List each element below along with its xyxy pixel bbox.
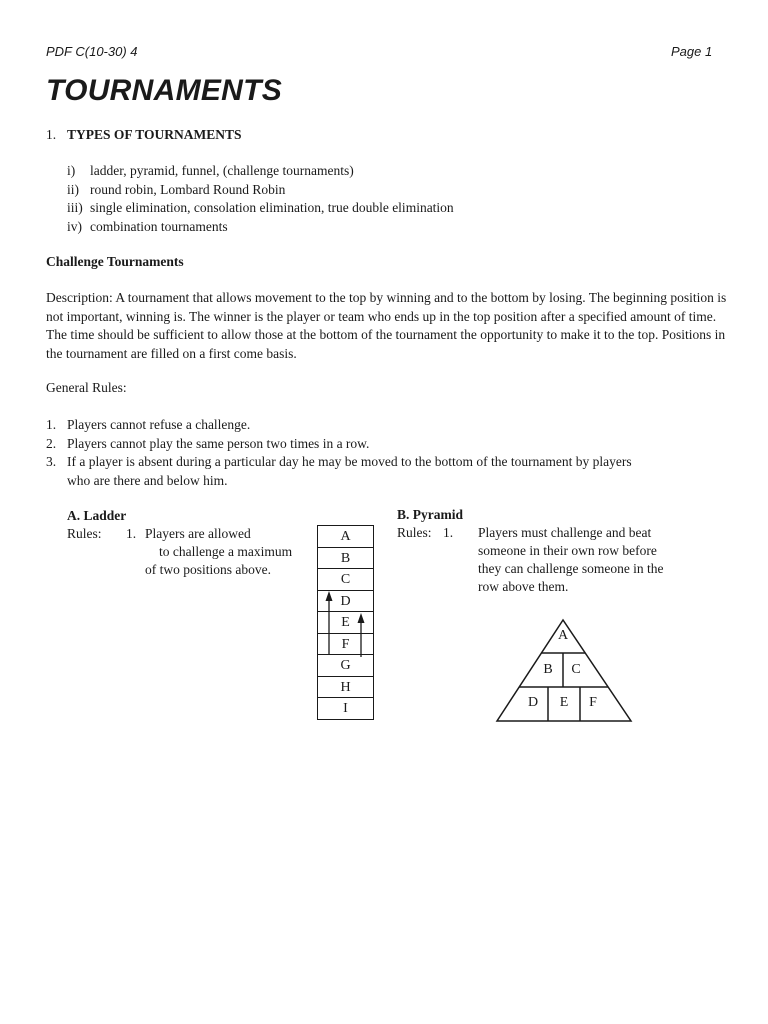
description-paragraph: Description: A tournament that allows movement to the top by winning and to the bottom by losing. The beginning position is not important, winning is. The winner is the player or team who ends up in the top position after a specified amount of time. The time should be sufficient to allow those at the bottom of the tournament the opportunity to make it to the top. Positions in the tournament are filled on a first come basis. — [46, 290, 727, 361]
list-item-number: 1. — [46, 417, 57, 432]
list-item-text: Players cannot refuse a challenge. — [67, 417, 251, 432]
pyramid-heading: B. Pyramid — [397, 507, 463, 522]
section-heading: TYPES OF TOURNAMENTS — [67, 127, 242, 142]
pyramid-rule-line: they can challenge someone in the — [478, 561, 664, 576]
pyramid-rule-line: Players must challenge and beat — [478, 525, 652, 540]
list-item — [46, 416, 632, 435]
types-list — [67, 162, 454, 236]
list-item — [67, 181, 454, 200]
pyramid-diagram — [495, 618, 635, 724]
list-item-text: If a player is absent during a particular day he may be moved to the bottom of the tournament by players — [67, 454, 632, 469]
list-item-number: ii) — [67, 181, 79, 197]
list-item-text: ladder, pyramid, funnel, (challenge tournaments) — [90, 163, 354, 178]
list-item-number: 3. — [46, 454, 57, 469]
ladder-rule-line: of two positions above. — [145, 562, 271, 577]
list-item-text: Players cannot play the same person two times in a row. — [67, 435, 370, 451]
pyramid-rule-line: someone in their own row before — [478, 543, 657, 558]
list-item-text: single elimination, consolation elimination, true double elimination — [90, 200, 454, 215]
list-item-number: i) — [67, 163, 76, 178]
up-arrow-icon — [358, 613, 365, 657]
ladder-rung: H — [318, 677, 373, 699]
list-item — [46, 435, 632, 454]
pyramid-rules-label: Rules: — [397, 525, 432, 540]
list-item-number: 2. — [46, 435, 57, 451]
list-item-number: iv) — [67, 218, 82, 234]
list-item-text: who are there and below him. — [67, 472, 228, 488]
ladder-rung: B — [318, 548, 373, 570]
up-arrow-icon — [326, 591, 333, 655]
list-item — [46, 453, 632, 490]
pyramid-label: D — [527, 695, 539, 710]
list-item-text: combination tournaments — [90, 218, 228, 234]
general-rules-list — [46, 416, 632, 490]
general-rules-label: General Rules: — [46, 380, 127, 395]
ladder-rung: A — [318, 526, 373, 548]
ladder-rung: I — [343, 701, 348, 716]
pyramid-label: E — [559, 695, 569, 710]
ladder-arrows — [317, 525, 373, 725]
page-title: TOURNAMENTS — [46, 74, 283, 107]
ladder-rule-line: to challenge a maximum — [159, 544, 293, 559]
ladder-rung: G — [318, 655, 373, 677]
ladder-rung: F — [318, 634, 373, 656]
list-item-number: iii) — [67, 200, 83, 215]
pyramid-label: B — [543, 662, 553, 677]
pyramid-label: C — [571, 662, 581, 677]
list-item-text: round robin, Lombard Round Robin — [90, 181, 286, 197]
challenge-heading: Challenge Tournaments — [46, 254, 184, 269]
pyramid-label: A — [557, 628, 569, 643]
ladder-rules-label: Rules: — [67, 526, 102, 541]
list-item — [67, 199, 454, 218]
list-item — [67, 162, 454, 181]
ladder-rule-number: 1. — [126, 526, 137, 541]
ladder-rung: D — [318, 591, 373, 613]
section-number: 1. — [46, 127, 57, 142]
pyramid-rule-number: 1. — [443, 525, 454, 540]
ladder-rung: E — [318, 612, 373, 634]
header-left: PDF C(10-30) 4 — [46, 44, 138, 59]
ladder-rule-line: Players are allowed — [145, 526, 251, 541]
pyramid-rule-line: row above them. — [478, 579, 569, 594]
pyramid-label: F — [589, 695, 597, 710]
ladder-heading: A. Ladder — [67, 508, 127, 523]
ladder-rung: C — [318, 569, 373, 591]
page-number: Page 1 — [671, 44, 713, 59]
list-item — [67, 218, 454, 237]
